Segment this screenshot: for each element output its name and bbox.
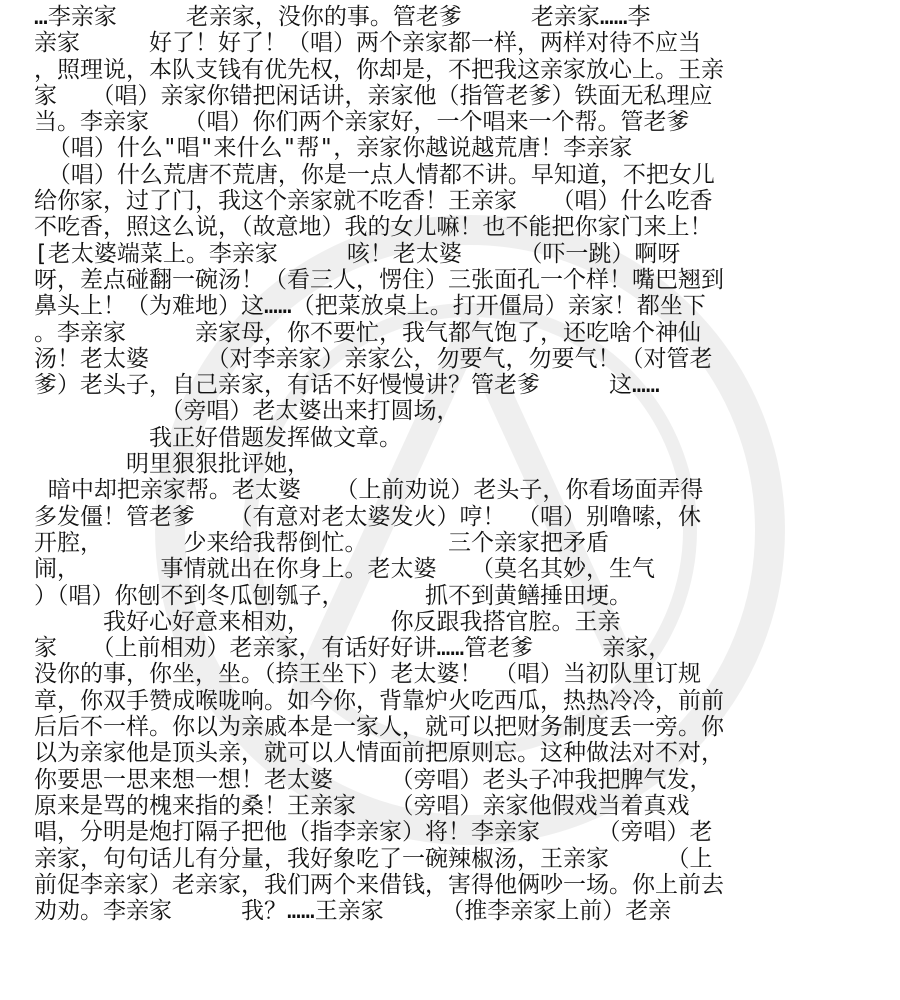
text-line: ，照理说，本队支钱有优先权，你却是，不把我这亲家放心上。王亲 — [34, 56, 724, 83]
text-line: 多发僵！管老爹 （有意对老太婆发火）哼！ （唱）别噜嗦，休 — [34, 503, 701, 530]
text-line: 章，你双手赞成喉咙响。如今你，背靠炉火吃西瓜，热热冷冷，前前 — [34, 687, 724, 714]
text-line: 劝劝。李亲家 我？……王亲家 （推李亲家上前）老亲 — [34, 898, 672, 925]
text-line: （旁唱）老太婆出来打圆场， — [34, 398, 460, 425]
text-line: 我好心好意来相劝， 你反跟我搭官腔。王亲 — [34, 608, 621, 635]
text-line: 爹）老头子，自己亲家，有话不好慢慢讲？管老爹 这…… — [34, 372, 660, 399]
text-line: 没你的事，你坐，坐。（捺王坐下）老太婆！ （唱）当初队里订规 — [34, 661, 701, 688]
text-line: 汤！老太婆 （对李亲家）亲家公，勿要气，勿要气！（对管老 — [34, 345, 713, 372]
text-line: 你要思一思来想一想！老太婆 （旁唱）老头子冲我把脾气发， — [34, 766, 713, 793]
text-line: 呀，差点碰翻一碗汤！（看三人，愣住）三张面孔一个样！嘴巴翘到 — [34, 266, 724, 293]
text-line: …李亲家 老亲家，没你的事。管老爹 老亲家……李 — [34, 4, 651, 30]
text-line: 当。李亲家 （唱）你们两个亲家好，一个唱来一个帮。管老爹 — [34, 109, 690, 136]
text-line: 我正好借题发挥做文章。 — [34, 424, 402, 451]
text-line: 前促李亲家）老亲家，我们两个来借钱，害得他俩吵一场。你上前去 — [34, 871, 724, 898]
text-line: 后后不一样。你以为亲戚本是一家人，就可以把财务制度丢一旁。你 — [34, 714, 724, 741]
text-line: [老太婆端菜上。李亲家 咳！老太婆 （吓一跳）啊呀 — [34, 240, 681, 267]
text-line: 以为亲家他是顶头亲，就可以人情面前把原则忘。这种做法对不对， — [34, 740, 724, 767]
text-line: 开腔， 少来给我帮倒忙。 三个亲家把矛盾 — [34, 529, 609, 556]
text-line: 不吃香，照这么说，（故意地）我的女儿嘛！也不能把你家门来上！ — [34, 214, 713, 241]
text-line: ）（唱）你刨不到冬瓜刨瓠子， 抓不到黄鳝捶田埂。 — [34, 582, 632, 609]
text-line: （唱）什么荒唐不荒唐，你是一点人情都不讲。早知道，不把女儿 — [34, 161, 715, 188]
text-line: 原来是骂的槐来指的桑！王亲家 （旁唱）亲家他假戏当着真戏 — [34, 792, 690, 819]
text-line: 亲家 好了！好了！（唱）两个亲家都一样，两样对待不应当 — [34, 30, 701, 57]
text-line: 给你家，过了门，我这个亲家就不吃香！王亲家 （唱）什么吃香 — [34, 188, 713, 215]
text-line: 唱，分明是炮打隔子把他（指李亲家）将！李亲家 （旁唱）老 — [34, 819, 713, 846]
text-line: 鼻头上！（为难地）这……（把菜放桌上。打开僵局）亲家！都坐下 — [34, 293, 706, 320]
play-script-text — [34, 4, 884, 924]
text-line: 家 （上前相劝）老亲家，有话好好讲……管老爹 亲家， — [34, 635, 672, 662]
text-line: 亲家，句句话儿有分量，我好象吃了一碗辣椒汤，王亲家 （上 — [34, 845, 713, 872]
text-line: （唱）什么"唱"来什么"帮"，亲家你越说越荒唐！李亲家 — [34, 135, 633, 162]
text-line: 明里狠狠批评她， — [34, 451, 310, 478]
text-line: 闹， 事情就出在你身上。老太婆 （莫名其妙，生气 — [34, 556, 655, 583]
text-line: 家 （唱）亲家你错把闲话讲，亲家他（指管老爹）铁面无私理应 — [34, 82, 713, 109]
text-line: 。李亲家 亲家母，你不要忙，我气都气饱了，还吃啥个神仙 — [34, 319, 701, 346]
text-line: 暗中却把亲家帮。老太婆 （上前劝说）老头子，你看场面弄得 — [34, 477, 704, 504]
